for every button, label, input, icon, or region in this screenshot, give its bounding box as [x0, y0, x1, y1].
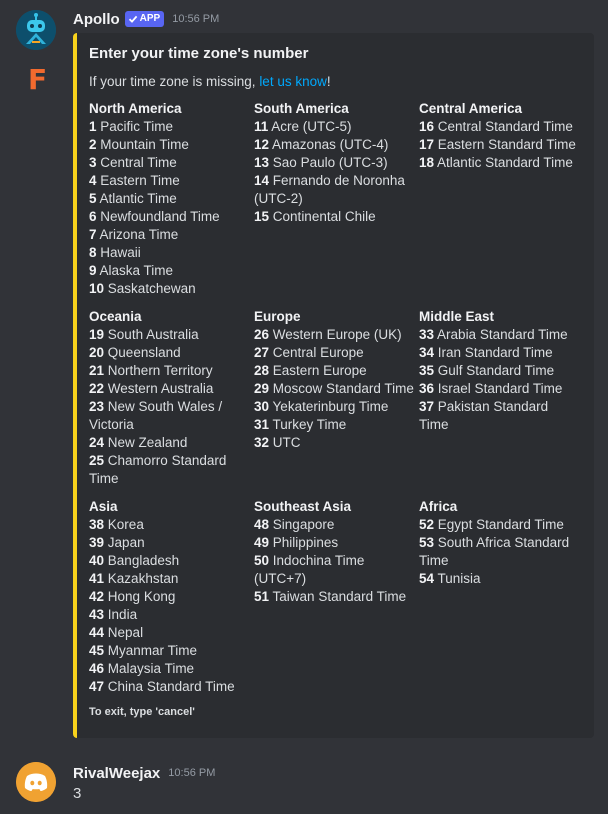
timezone-label: Egypt Standard Time: [437, 517, 564, 532]
timezone-number: 51: [254, 589, 270, 604]
discord-logo-icon[interactable]: [16, 762, 56, 802]
timezone-item: [89, 172, 249, 190]
timezone-item: [254, 416, 414, 434]
timezone-number: 7: [89, 227, 97, 242]
embed-description-prefix: If your time zone is missing,: [89, 74, 260, 89]
timezone-label: Sao Paulo (UTC-3): [272, 155, 388, 170]
timezone-item: [419, 570, 579, 588]
timezone-label: Northern Territory: [107, 363, 213, 378]
checkmark-icon: [128, 14, 138, 24]
timezone-label: Fernando de Noronha (UTC-2): [254, 173, 405, 206]
timezone-label: Malaysia Time: [107, 661, 195, 676]
user-message-text: 3: [73, 785, 82, 802]
timezone-item: [254, 154, 414, 172]
field-name: Middle East: [419, 309, 495, 324]
field-name: Southeast Asia: [254, 499, 352, 514]
timezone-item: [419, 118, 579, 136]
user-timestamp: 10:56 PM: [168, 767, 216, 779]
timezone-label: Gulf Standard Time: [437, 363, 555, 378]
timezone-label: Nepal: [107, 625, 144, 640]
timezone-label: Central Standard Time: [437, 119, 573, 134]
timezone-number: 22: [89, 381, 105, 396]
timezone-number: 41: [89, 571, 105, 586]
timezone-item: [254, 118, 414, 136]
timezone-label: Chamorro Standard Time: [89, 453, 227, 486]
timezone-label: Atlantic Time: [99, 191, 177, 206]
timezone-label: Moscow Standard Time: [272, 381, 414, 396]
timezone-number: 35: [419, 363, 435, 378]
timezone-item: [89, 380, 249, 398]
timezone-label: UTC: [272, 435, 301, 450]
timezone-number: 47: [89, 679, 105, 694]
timezone-item: [254, 434, 414, 452]
timezone-label: Israel Standard Time: [437, 381, 563, 396]
timezone-item: [419, 380, 579, 398]
timezone-label: Myanmar Time: [107, 643, 198, 658]
timezone-number: 43: [89, 607, 105, 622]
timezone-item: [89, 570, 249, 588]
timezone-item: [254, 552, 414, 588]
timezone-label: Mountain Time: [100, 137, 189, 152]
timezone-label: Taiwan Standard Time: [272, 589, 407, 604]
timezone-label: Amazonas (UTC-4): [272, 137, 389, 152]
timezone-item: [419, 344, 579, 362]
timezone-number: 50: [254, 553, 270, 568]
timezone-number: 39: [89, 535, 105, 550]
field-name: Europe: [254, 309, 301, 324]
timezone-item: [89, 398, 249, 434]
timezone-label: Eastern Time: [100, 173, 180, 188]
timezone-item: [89, 642, 249, 660]
timezone-label: New South Wales / Victoria: [89, 399, 223, 432]
timezone-item: [89, 452, 249, 488]
timezone-number: 26: [254, 327, 270, 342]
timezone-label: India: [107, 607, 138, 622]
timezone-item: [89, 262, 249, 280]
timezone-label: Yekaterinburg Time: [272, 399, 389, 414]
timezone-number: 48: [254, 517, 270, 532]
timezone-item: [89, 208, 249, 226]
timezone-number: 6: [89, 209, 97, 224]
timezone-number: 45: [89, 643, 105, 658]
timezone-number: 29: [254, 381, 270, 396]
timezone-label: Japan: [107, 535, 145, 550]
timezone-item: [419, 516, 579, 534]
timezone-label: Acre (UTC-5): [271, 119, 352, 134]
field-name: Asia: [89, 499, 118, 514]
timezone-label: Tunisia: [437, 571, 481, 586]
timezone-number: 13: [254, 155, 270, 170]
timezone-item: [254, 172, 414, 208]
timezone-label: Newfoundland Time: [100, 209, 220, 224]
timezone-label: Continental Chile: [272, 209, 376, 224]
timezone-item: [254, 588, 414, 606]
timezone-number: 28: [254, 363, 270, 378]
field-europe: [254, 308, 414, 452]
timezone-item: [89, 344, 249, 362]
timezone-label: Atlantic Standard Time: [437, 155, 573, 170]
timezone-item: [89, 280, 249, 298]
robot-avatar-icon[interactable]: [16, 10, 56, 50]
timezone-item: [419, 534, 579, 570]
timezone-number: 38: [89, 517, 105, 532]
timezone-item: [254, 516, 414, 534]
timezone-label: Alaska Time: [99, 263, 174, 278]
timezone-item: [419, 136, 579, 154]
timezone-number: 16: [419, 119, 435, 134]
field-middle-east: [419, 308, 579, 434]
timezone-label: Indochina Time (UTC+7): [254, 553, 365, 586]
timezone-item: [254, 398, 414, 416]
timezone-item: [89, 154, 249, 172]
timezone-number: 17: [419, 137, 435, 152]
timezone-number: 46: [89, 661, 105, 676]
timezone-label: Singapore: [272, 517, 335, 532]
decorative-f-icon: F: [28, 63, 48, 96]
timezone-number: 37: [419, 399, 435, 414]
timezone-number: 27: [254, 345, 270, 360]
timezone-number: 53: [419, 535, 435, 550]
timezone-item: [254, 136, 414, 154]
field-south-america: [254, 100, 414, 226]
embed-footer: To exit, type 'cancel': [89, 706, 195, 718]
timezone-item: [254, 534, 414, 552]
field-name: South America: [254, 101, 349, 116]
timezone-item: [254, 208, 414, 226]
timezone-label: Iran Standard Time: [437, 345, 553, 360]
timezone-item: [89, 606, 249, 624]
let-us-know-link[interactable]: let us know: [259, 74, 327, 89]
timezone-label: Pakistan Standard Time: [419, 399, 549, 432]
timezone-label: Bangladesh: [107, 553, 180, 568]
timezone-number: 54: [419, 571, 435, 586]
timezone-label: Pacific Time: [100, 119, 174, 134]
timezone-number: 32: [254, 435, 270, 450]
timezone-item: [89, 624, 249, 642]
timezone-number: 10: [89, 281, 105, 296]
timezone-label: China Standard Time: [107, 679, 235, 694]
timezone-item: [89, 588, 249, 606]
timezone-number: 15: [254, 209, 270, 224]
timezone-number: 25: [89, 453, 105, 468]
timezone-label: South Australia: [107, 327, 199, 342]
timezone-number: 34: [419, 345, 435, 360]
timezone-label: Central Time: [100, 155, 177, 170]
timezone-number: 12: [254, 137, 270, 152]
timezone-number: 3: [89, 155, 97, 170]
timezone-item: [89, 190, 249, 208]
timezone-item: [89, 552, 249, 570]
timezone-label: Western Australia: [107, 381, 214, 396]
embed-description-suffix: !: [326, 74, 331, 89]
timezone-number: 11: [254, 119, 269, 134]
field-name: Oceania: [89, 309, 142, 324]
timezone-item: [254, 326, 414, 344]
timezone-number: 9: [89, 263, 97, 278]
timezone-label: New Zealand: [107, 435, 188, 450]
timezone-item: [89, 136, 249, 154]
timezone-number: 42: [89, 589, 105, 604]
timezone-number: 21: [89, 363, 105, 378]
timezone-number: 23: [89, 399, 105, 414]
timezone-item: [89, 226, 249, 244]
timezone-item: [419, 398, 579, 434]
timezone-item: [419, 154, 579, 172]
field-name: Central America: [419, 101, 523, 116]
timezone-item: [89, 118, 249, 136]
timezone-number: 14: [254, 173, 270, 188]
timezone-item: [419, 326, 579, 344]
field-africa: [419, 498, 579, 588]
timezone-number: 8: [89, 245, 97, 260]
timezone-item: [89, 660, 249, 678]
timezone-label: Philippines: [272, 535, 339, 550]
timezone-item: [254, 380, 414, 398]
timezone-label: Western Europe (UK): [272, 327, 402, 342]
timezone-item: [254, 344, 414, 362]
timezone-label: Central Europe: [272, 345, 364, 360]
app-badge: [125, 11, 165, 27]
embed-title: Enter your time zone's number: [89, 45, 309, 62]
timezone-label: Hong Kong: [107, 589, 176, 604]
timezone-number: 30: [254, 399, 270, 414]
timezone-number: 1: [89, 119, 97, 134]
app-badge-label: APP: [139, 13, 161, 24]
timezone-label: Queensland: [107, 345, 181, 360]
timezone-item: [89, 678, 249, 696]
timezone-label: Hawaii: [100, 245, 141, 260]
timezone-label: Turkey Time: [272, 417, 347, 432]
timezone-item: [89, 534, 249, 552]
timezone-item: [89, 362, 249, 380]
timezone-number: 33: [419, 327, 435, 342]
timezone-number: 49: [254, 535, 270, 550]
timezone-item: [89, 434, 249, 452]
timezone-label: Arabia Standard Time: [437, 327, 568, 342]
field-central-america: [419, 100, 579, 172]
embed: [73, 33, 594, 738]
bot-username[interactable]: Apollo: [73, 10, 120, 28]
timezone-number: 19: [89, 327, 105, 342]
timezone-number: 36: [419, 381, 435, 396]
field-name: Africa: [419, 499, 458, 514]
timezone-number: 44: [89, 625, 105, 640]
timezone-item: [419, 362, 579, 380]
timezone-label: South Africa Standard Time: [419, 535, 570, 568]
timezone-number: 31: [254, 417, 270, 432]
timezone-number: 40: [89, 553, 105, 568]
field-asia: [89, 498, 249, 696]
timezone-number: 18: [419, 155, 435, 170]
timezone-item: [89, 244, 249, 262]
field-oceania: [89, 308, 249, 488]
bot-timestamp: 10:56 PM: [172, 13, 220, 25]
timezone-item: [89, 326, 249, 344]
timezone-number: 52: [419, 517, 435, 532]
timezone-number: 2: [89, 137, 97, 152]
timezone-label: Eastern Europe: [272, 363, 367, 378]
timezone-number: 20: [89, 345, 105, 360]
timezone-item: [89, 516, 249, 534]
user-message: [0, 755, 608, 814]
timezone-label: Saskatchewan: [107, 281, 196, 296]
timezone-label: Eastern Standard Time: [437, 137, 576, 152]
timezone-number: 5: [89, 191, 97, 206]
timezone-label: Korea: [107, 517, 144, 532]
field-southeast-asia: [254, 498, 414, 606]
embed-description: [89, 74, 331, 89]
timezone-label: Arizona Time: [99, 227, 179, 242]
field-north-america: [89, 100, 249, 298]
field-name: North America: [89, 101, 182, 116]
timezone-label: Kazakhstan: [107, 571, 179, 586]
timezone-number: 24: [89, 435, 105, 450]
timezone-item: [254, 362, 414, 380]
timezone-number: 4: [89, 173, 97, 188]
user-username[interactable]: RivalWeejax: [73, 764, 161, 782]
